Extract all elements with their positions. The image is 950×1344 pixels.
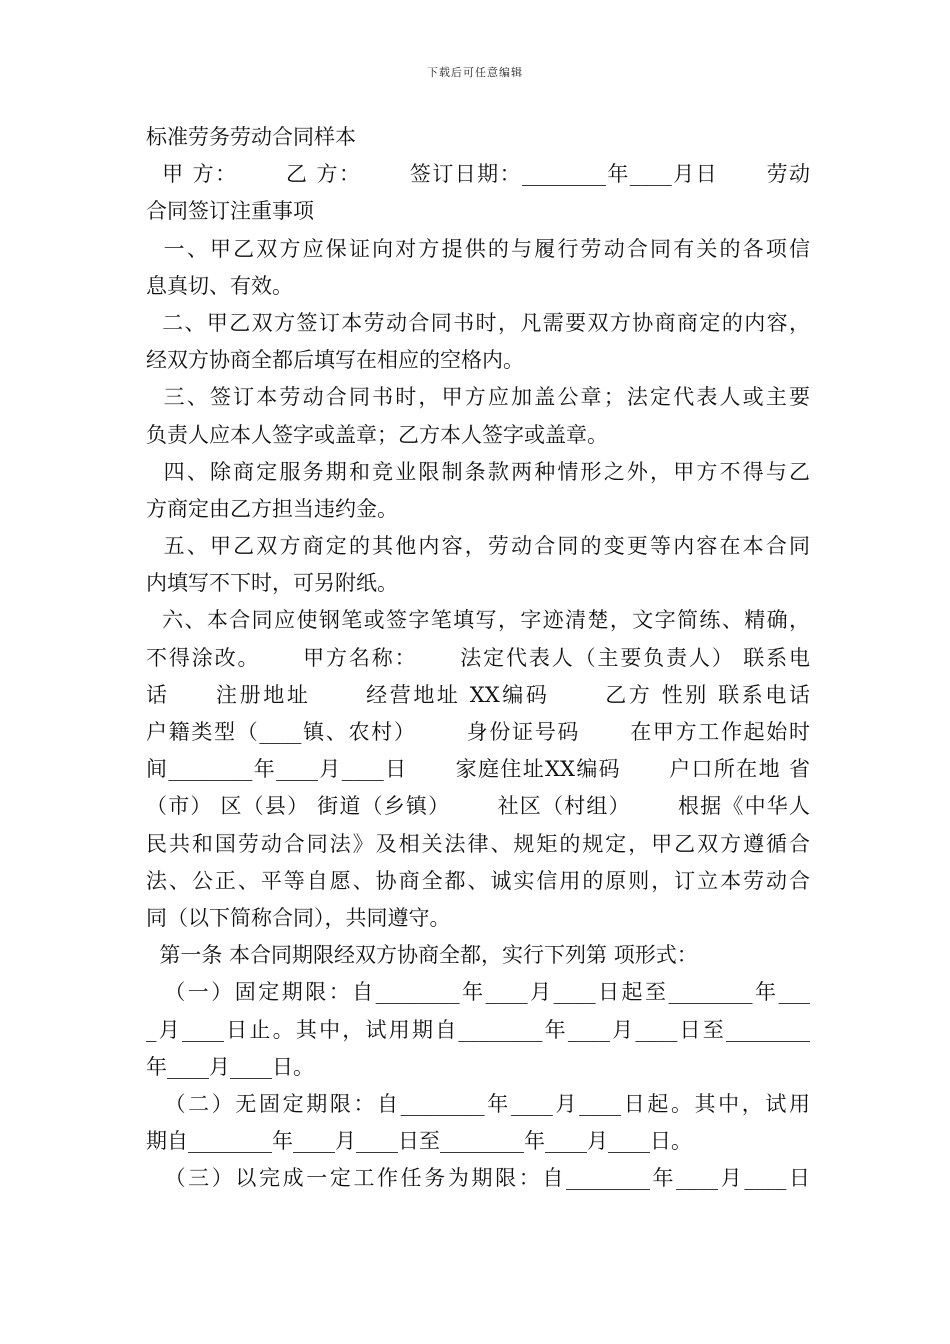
text-line: 同（以下简称合同），共同遵守。 xyxy=(146,905,451,930)
text-line: 一、甲乙双方应保证向对方提供的与履行劳动合同有关的各项信 xyxy=(146,236,810,261)
text-line: 息真切、有效。 xyxy=(146,273,293,298)
text-line: 合同签订注重事项 xyxy=(146,199,314,224)
text-line: 法、公正、平等自愿、协商全都、诚实信用的原则，订立本劳动合 xyxy=(146,868,810,893)
text-line: 年____月____日。 xyxy=(146,1054,314,1079)
text-line: （市） 区（县） 街道（乡镇） 社区（村组） 根据《中华人 xyxy=(146,794,810,819)
text-line: 期自________年____月____日至________年____月____日。 xyxy=(146,1129,692,1154)
text-line: 第一条 本合同期限经双方协商全都，实行下列第 项形式： xyxy=(146,943,698,968)
text-line: （二）无固定期限：自________年____月____日起。其中，试用 xyxy=(146,1091,810,1116)
text-line: 二、甲乙双方签订本劳动合同书时，凡需要双方协商商定的内容， xyxy=(146,310,810,335)
text-line: 负责人应本人签字或盖章；乙方本人签字或盖章。 xyxy=(146,422,608,447)
text-line: 五、甲乙双方商定的其他内容，劳动合同的变更等内容在本合同 xyxy=(146,534,810,559)
text-line: 甲 方： 乙 方： 签订日期：________年____月日 劳动 xyxy=(146,162,810,187)
text-line: 民共和国劳动合同法》及相关法律、规矩的规定，甲乙双方遵循合 xyxy=(146,831,810,856)
text-line: 方商定由乙方担当违约金。 xyxy=(146,496,398,521)
text-line: 六、本合同应使钢笔或签字笔填写，字迹清楚，文字简练、精确， xyxy=(146,608,810,633)
document-title: 标准劳务劳动合同样本 xyxy=(146,125,356,149)
text-line: （一）固定期限：自________年____月____日起至________年___ xyxy=(146,980,810,1005)
document-body xyxy=(146,119,810,1197)
text-line: 间________年____月____日 家庭住址XX编码 户口所在地 省 xyxy=(146,757,810,782)
text-line: 内填写不下时，可另附纸。 xyxy=(146,571,398,596)
text-line: 户籍类型（____镇、农村） 身份证号码 在甲方工作起始时 xyxy=(146,720,810,744)
text-line: 四、除商定服务期和竞业限制条款两种情形之外，甲方不得与乙 xyxy=(146,459,810,484)
page-header-note: 下载后可任意编辑 xyxy=(427,66,523,79)
text-line: 话 注册地址 经营地址 XX编码 乙方 性别 联系电话 xyxy=(146,682,810,707)
text-line: （三）以完成一定工作任务为期限：自________年____月____日 xyxy=(146,1166,810,1191)
text-line: 三、签订本劳动合同书时，甲方应加盖公章；法定代表人或主要 xyxy=(146,385,810,410)
text-line: 经双方协商全都后填写在相应的空格内。 xyxy=(146,348,524,373)
text-line: 不得涂改。 甲方名称： 法定代表人（主要负责人） 联系电 xyxy=(146,645,810,670)
text-line: _月____日止。其中，试用期自________年____月____日至________ xyxy=(146,1017,810,1042)
